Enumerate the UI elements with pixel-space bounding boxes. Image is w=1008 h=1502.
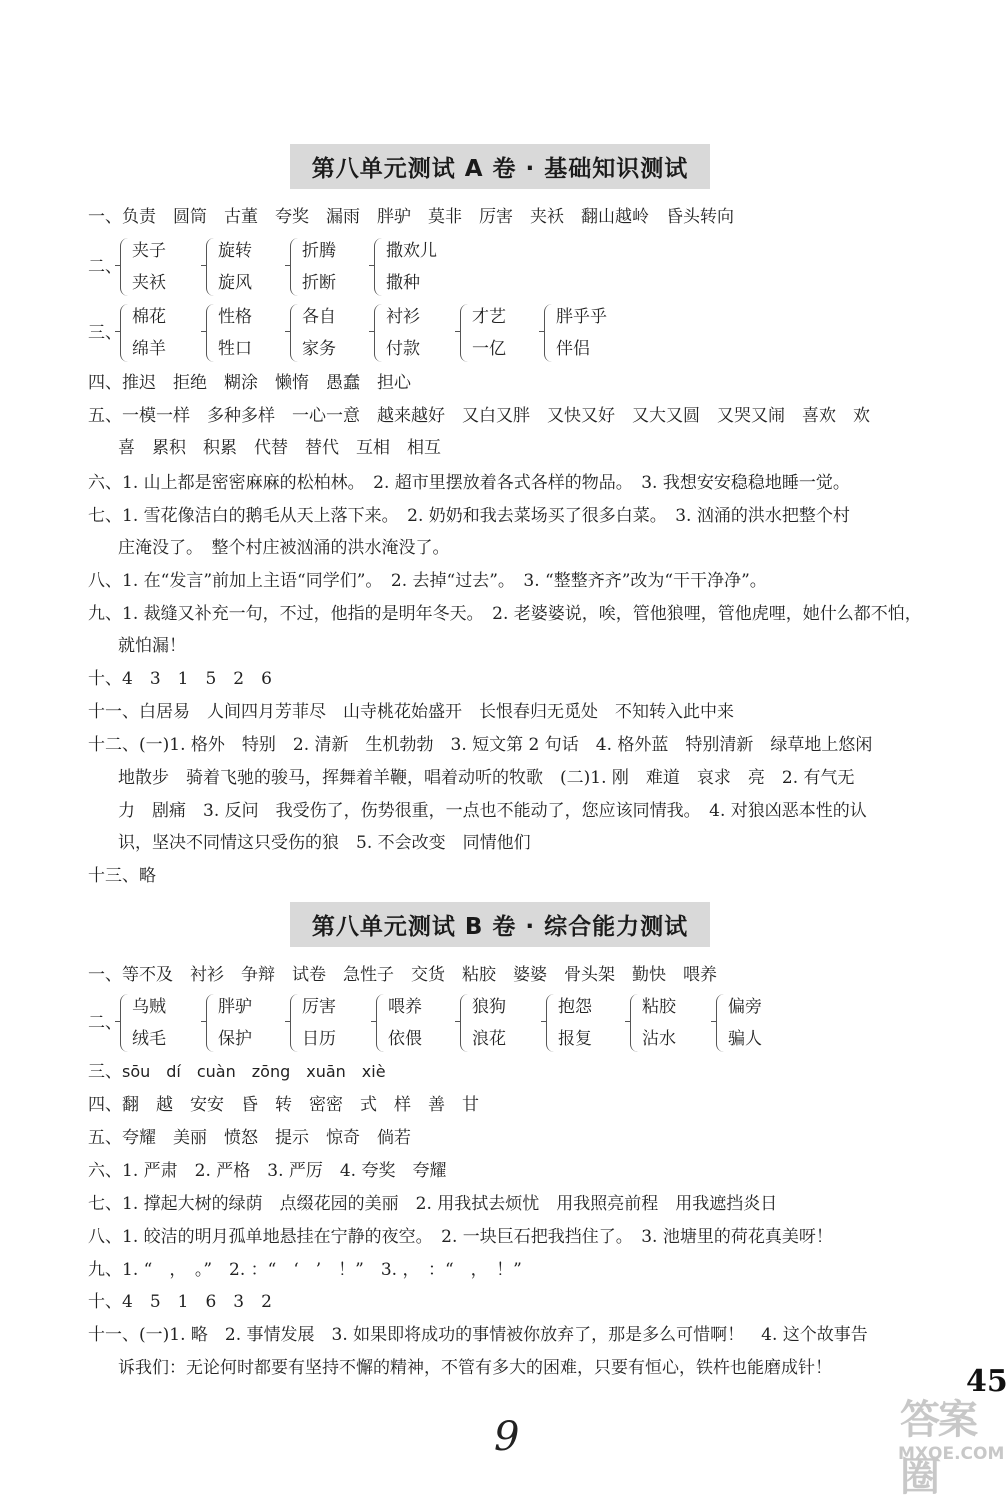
section-a-title-wrap — [0, 144, 1000, 189]
answer-a-12-cont-3: 识，坚决不同情这只受伤的狼 5. 不会改变 同情他们 — [118, 833, 531, 853]
answer-a-11: 十一、白居易 人间四月芳菲尽 山寺桃花始盛开 长恨春归无觅处 不知转入此中来 — [88, 702, 734, 722]
answer-a-7: 七、1. 雪花像洁白的鹅毛从天上落下来。 2. 奶奶和我去菜场买了很多白菜。 3. 汹涌的洪水把整个村 — [88, 506, 850, 526]
answer-b-5: 五、夸耀 美丽 愤怒 提示 惊奇 倘若 — [88, 1128, 411, 1148]
answer-b-11: 十一、(一)1. 略 2. 事情发展 3. 如果即将成功的事情被你放弃了，那是多么可惜啊！ 4. 这个故事告 — [88, 1325, 868, 1345]
answer-a-3-label: 三、 — [88, 323, 122, 343]
answer-b-10: 十、4 5 1 6 3 2 — [88, 1292, 272, 1312]
page-number: 45 — [966, 1364, 1008, 1399]
answer-a-9: 九、1. 裁缝又补充一句，不过，他指的是明年冬天。 2. 老婆婆说，唉，管他狼哩，管他虎哩，她什么都不怕， — [88, 604, 922, 624]
section-a-title: 第八单元测试 A 卷 · 基础知识测试 — [290, 144, 711, 189]
watermark-url: MXQE.COM — [898, 1444, 1005, 1464]
answer-a-13: 十三、略 — [88, 866, 156, 886]
answer-a-6: 六、1. 山上都是密密麻麻的松柏林。 2. 超市里摆放着各式各样的物品。 3. 我想安安稳稳地睡一觉。 — [88, 473, 850, 493]
answer-a-8: 八、1. 在“发言”前加上主语“同学们”。 2. 去掉“过去”。 3. “整整齐齐”改为“干干净净”。 — [88, 571, 767, 591]
answer-a-9-cont: 就怕漏！ — [118, 636, 186, 656]
answer-b-6: 六、1. 严肃 2. 严格 3. 严厉 4. 夸奖 夸耀 — [88, 1161, 447, 1181]
watermark-logo: 答案圈 — [900, 1397, 976, 1500]
answer-a-12: 十二、(一)1. 格外 特别 2. 清新 生机勃勃 3. 短文第 2 句话 4. 格外蓝 特别清新 绿草地上悠闲 — [88, 735, 873, 755]
answer-b-8: 八、1. 皎洁的明月孤单地悬挂在宁静的夜空。 2. 一块巨石把我挡住了。 3. 池塘里的荷花真美呀！ — [88, 1227, 833, 1247]
answer-a-12-cont-1: 地散步 骑着飞驰的骏马，挥舞着羊鞭，唱着动听的牧歌 (二)1. 刚 难道 哀求 亮 2. 有气无 — [118, 768, 855, 788]
answer-b-7: 七、1. 撑起大树的绿荫 点缀花园的美丽 2. 用我拭去烦忧 用我照亮前程 用我遮挡炎日 — [88, 1194, 778, 1214]
answer-b-11-cont: 诉我们：无论何时都要有坚持不懈的精神，不管有多大的困难，只要有恒心，铁杵也能磨成针！ — [118, 1358, 832, 1378]
answer-b-1: 一、等不及 衬衫 争辩 试卷 急性子 交货 粘胶 婆婆 骨头架 勤快 喂养 — [88, 965, 717, 985]
answer-b-3-label: 三、 — [88, 1062, 122, 1082]
answer-b-9: 九、1. “ ， 。” 2. ：“ ‘ ’ ！” 3. ， ：“ ， ！” — [88, 1260, 522, 1280]
answer-b-3 — [88, 1057, 386, 1082]
answer-a-4: 四、推迟 拒绝 糊涂 懒惰 愚蠢 担心 — [88, 373, 411, 393]
answer-a-1: 一、负责 圆筒 古董 夸奖 漏雨 胖驴 莫非 厉害 夹袄 翻山越岭 昏头转向 — [88, 207, 734, 227]
handwritten-number: 9 — [494, 1414, 520, 1460]
answer-a-5: 五、一模一样 多种多样 一心一意 越来越好 又白又胖 又快又好 又大又圆 又哭又闹 喜欢 欢 — [88, 406, 870, 426]
answer-a-7-cont: 庄淹没了。 整个村庄被汹涌的洪水淹没了。 — [118, 538, 450, 558]
section-b-title-wrap — [0, 902, 1000, 947]
answer-a-10: 十、4 3 1 5 2 6 — [88, 669, 272, 689]
answer-a-5-cont: 喜 累积 积累 代替 替代 互相 相互 — [118, 438, 441, 458]
answer-b-3-pinyin: sōu dí cuàn zōng xuān xiè — [122, 1062, 386, 1081]
answer-a-2-label: 二、 — [88, 257, 122, 277]
answer-b-4: 四、翻 越 安安 昏 转 密密 式 样 善 甘 — [88, 1095, 479, 1115]
section-b-title: 第八单元测试 B 卷 · 综合能力测试 — [290, 902, 710, 947]
answer-a-12-cont-2: 力 剧痛 3. 反问 我受伤了，伤势很重，一点也不能动了，您应该同情我。 4. 对狼凶恶本性的认 — [118, 801, 867, 821]
answer-b-2-label: 二、 — [88, 1013, 122, 1033]
